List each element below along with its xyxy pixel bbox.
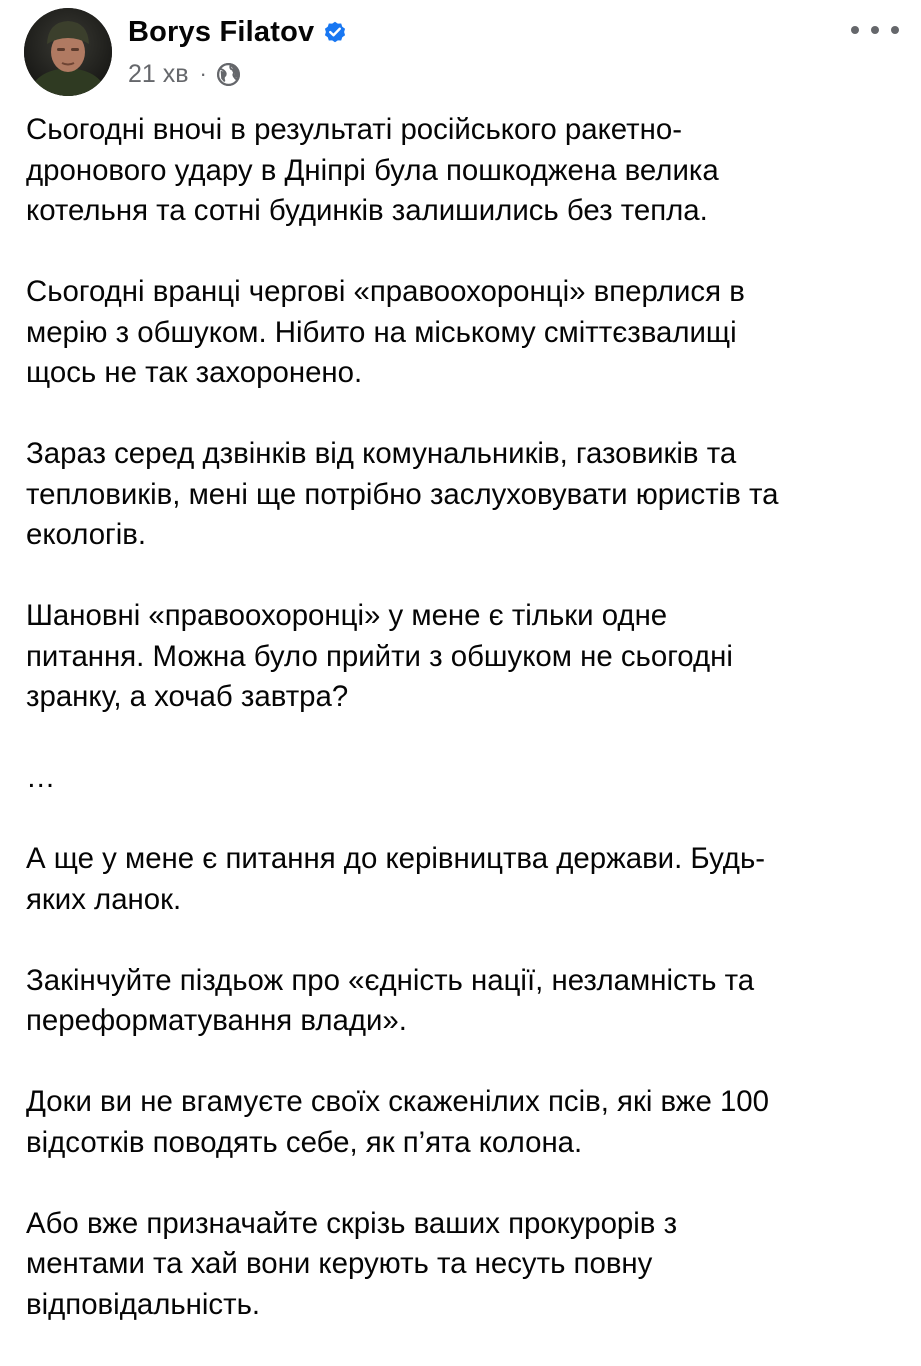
- post-text: [26, 110, 888, 1366]
- post-paragraph: …: [26, 761, 56, 794]
- post-paragraph: Доки ви не вгамуєте своїх скаженілих псів, які вже 100 відсотків поводять себе, як п’ята колона.: [26, 1085, 770, 1159]
- verified-badge-icon: [322, 19, 348, 45]
- author-name[interactable]: Borys Filatov: [128, 15, 315, 48]
- post-meta: [128, 56, 348, 92]
- globe-icon[interactable]: [216, 62, 241, 87]
- post-paragraph: Сьогодні вранці чергові «правоохоронці» вперлися в мерію з обшуком. Нібито на міському сміттєзвалищі щось не так захоронено.: [26, 275, 745, 389]
- more-horizontal-icon: [851, 26, 859, 34]
- meta-separator: ·: [199, 61, 207, 86]
- post-paragraph: Закінчуйте піздьож про «єдність нації, незламність та переформатування влади».: [26, 963, 755, 1037]
- post-paragraph: Зараз серед дзвінків від комунальників, газовиків та тепловиків, мені ще потрібно заслуховувати юристів та екологів.: [26, 437, 779, 551]
- profile-photo: [24, 8, 112, 96]
- more-options-button[interactable]: [851, 16, 899, 44]
- author-block: [128, 12, 348, 92]
- author-avatar[interactable]: [24, 8, 112, 96]
- author-line: [128, 12, 348, 52]
- post-paragraph: Шановні «правоохоронці» у мене є тільки одне питання. Можна було прийти з обшуком не сьогодні зранку, а хочаб завтра?: [26, 599, 733, 713]
- post-paragraph: Або вже призначайте скрізь ваших прокурорів з ментами та хай вони керують та несуть повну відповідальність.: [26, 1206, 678, 1321]
- post-time[interactable]: 21 хв: [128, 59, 189, 88]
- post-paragraph: Сьогодні вночі в результаті російського ракетно- дронового удару в Дніпрі була пошкоджена велика котельня та сотні будинків залишились без тепла.: [26, 113, 719, 227]
- more-horizontal-icon: [871, 26, 879, 34]
- more-horizontal-icon: [891, 26, 899, 34]
- post-header: [24, 6, 899, 98]
- post-paragraph: А ще у мене є питання до керівництва держави. Будь- яких ланок.: [26, 842, 766, 916]
